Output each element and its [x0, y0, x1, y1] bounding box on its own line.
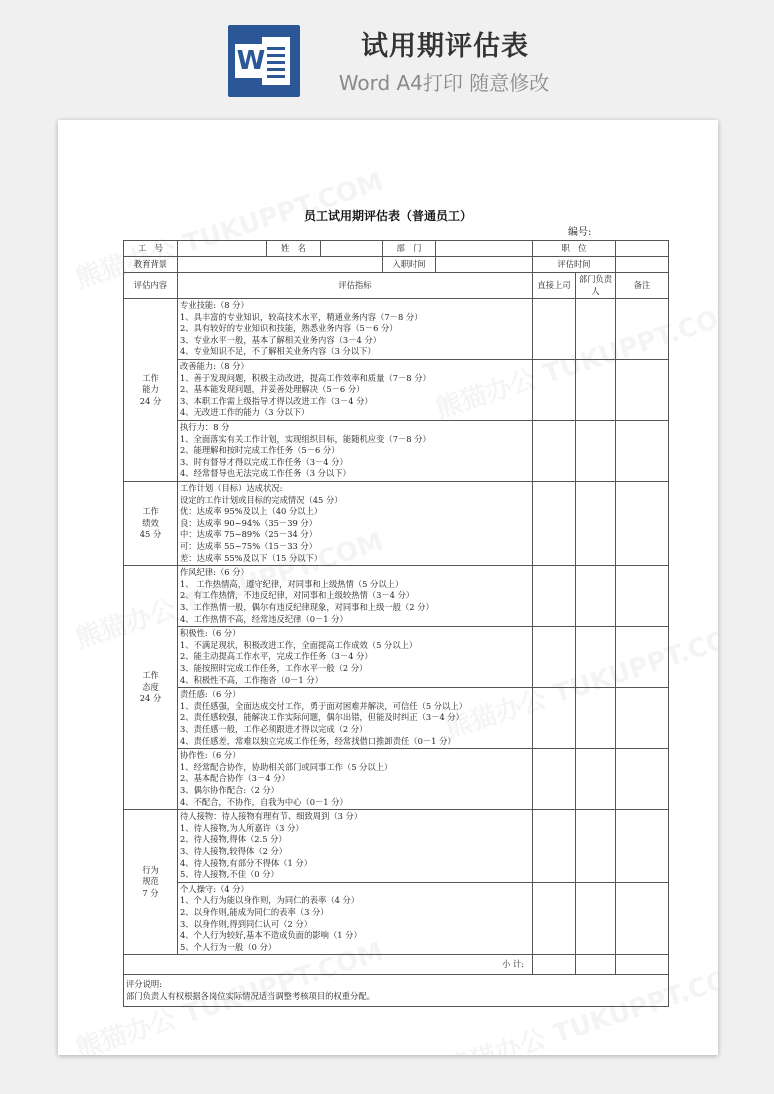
- remark-cell[interactable]: [616, 810, 669, 883]
- criteria-line: 执行力：8 分: [180, 422, 230, 433]
- evaluation-dimension: [124, 566, 178, 810]
- dept-head-score-cell[interactable]: [576, 810, 616, 883]
- criteria-line: 4、个人行为较好,基本不造成负面的影响（1 分）: [180, 930, 362, 941]
- criteria-line: 5、个人行为一般（0 分）: [180, 941, 277, 952]
- criteria-line: 4、无改进工作的能力（3 分以下）: [180, 407, 310, 418]
- name-field[interactable]: [321, 241, 383, 257]
- criteria-line: 协作性:（6 分）: [180, 750, 241, 761]
- criteria-line: 2、能理解和按时完成工作任务（5－6 分）: [180, 445, 340, 456]
- note-line: 部门负责人有权根据各岗位实际情况适当调整考核项目的权重分配。: [126, 990, 375, 1001]
- word-document-icon: [228, 25, 300, 97]
- evaluation-date-label: 评估时间: [533, 257, 616, 273]
- remark-header: 备注: [616, 273, 669, 299]
- criteria-line: 1、 工作热情高，遵守纪律，对同事和上级热情（5 分以上）: [180, 578, 404, 589]
- criteria-line: 4、专业知识不足，不了解相关业务内容（3 分以下）: [180, 346, 376, 357]
- criteria-row: [124, 688, 669, 749]
- word-letter: W: [236, 46, 266, 76]
- criteria-line: 2、能主动提高工作水平，完成工作任务（3－4 分）: [180, 651, 373, 662]
- criteria-row: [124, 299, 669, 360]
- remark-cell[interactable]: [616, 566, 669, 627]
- criteria-line: 2、具有较好的专业知识和技能，熟悉业务内容（5－6 分）: [180, 323, 398, 334]
- criteria-line: 1、责任感强，全面达成交付工作，勇于面对困难并解决，可信任（5 分以上）: [180, 700, 467, 711]
- criteria-text: [178, 749, 533, 810]
- dimension-text: 工作: [142, 506, 159, 517]
- subtotal-label: 小 计:: [124, 955, 533, 975]
- employee-id-label: 工 号: [124, 241, 178, 257]
- criteria-line: 4、经常督导也无法完成工作任务（3 分以下）: [180, 468, 351, 479]
- criteria-row: [124, 749, 669, 810]
- criteria-line: 3、待人接物,较得体（2 分）: [180, 845, 288, 856]
- document-title: 员工试用期评估表（普通员工）: [303, 209, 472, 223]
- criteria-text: [178, 688, 533, 749]
- remark-cell[interactable]: [616, 882, 669, 955]
- remark-cell[interactable]: [616, 688, 669, 749]
- criteria-line: 3、以身作则,得到同仁认可（2 分）: [180, 918, 312, 929]
- criteria-line: 可：达成率 55~75%（15－33 分）: [180, 540, 318, 551]
- notes-row: [124, 975, 669, 1007]
- criteria-line: 3、偶尔协作配合:（2 分）: [180, 784, 279, 795]
- criteria-line: 设定的工作计划或目标的完成情况（45 分）: [180, 494, 343, 505]
- criteria-line: 4、工作热情不高，经常违反纪律（0－1 分）: [180, 613, 348, 624]
- criteria-line: 待人接物：待人接物有理有节、细致周到（3 分）: [180, 811, 363, 822]
- remark-cell[interactable]: [616, 299, 669, 360]
- remark-cell[interactable]: [616, 749, 669, 810]
- supervisor-score-cell[interactable]: [533, 749, 576, 810]
- criteria-row: [124, 627, 669, 688]
- criteria-line: 良：达成率 90~94%（35－39 分）: [180, 517, 318, 528]
- criteria-line: 3、责任感一般，工作必须跟进才得以完成（2 分）: [180, 723, 368, 734]
- criteria-line: 4、积极性不高，工作拖沓（0－1 分）: [180, 674, 323, 685]
- supervisor-score-cell[interactable]: [533, 299, 576, 360]
- dimension-text: 7 分: [142, 888, 159, 899]
- criteria-line: 1、待人接物,为人所嘉许（3 分）: [180, 822, 304, 833]
- education-field[interactable]: [178, 257, 383, 273]
- supervisor-score-cell[interactable]: [533, 482, 576, 566]
- subtotal-supervisor-cell[interactable]: [533, 955, 576, 975]
- dimension-text: 行为: [142, 864, 159, 875]
- banner: [0, 0, 774, 112]
- name-label: 姓 名: [267, 241, 321, 257]
- dimension-text: 24 分: [139, 693, 162, 704]
- dept-head-score-cell[interactable]: [576, 882, 616, 955]
- criteria-line: 1、个人行为能以身作则，为同仁的表率（4 分）: [180, 895, 360, 906]
- position-label: 职 位: [533, 241, 616, 257]
- remark-cell[interactable]: [616, 482, 669, 566]
- dept-head-score-cell[interactable]: [576, 482, 616, 566]
- dept-head-score-cell[interactable]: [576, 421, 616, 482]
- supervisor-score-cell[interactable]: [533, 688, 576, 749]
- criteria-row: [124, 482, 669, 566]
- criteria-line: 3、专业水平一般，基本了解相关业务内容（3－4 分）: [180, 334, 382, 345]
- supervisor-score-cell[interactable]: [533, 627, 576, 688]
- hire-date-field[interactable]: [436, 257, 533, 273]
- criteria-line: 专业技能:（8 分）: [180, 300, 249, 311]
- evaluation-dimension: [124, 299, 178, 482]
- dept-head-score-cell[interactable]: [576, 749, 616, 810]
- evaluation-date-field[interactable]: [616, 257, 669, 273]
- dimension-text: 工作: [142, 670, 159, 681]
- criteria-line: 4、待人接物,有部分不得体（1 分）: [180, 857, 312, 868]
- criteria-line: 中：达成率 75~89%（25－34 分）: [180, 529, 318, 540]
- employee-id-field[interactable]: [178, 241, 267, 257]
- info-row-2: [124, 257, 669, 273]
- department-label: 部 门: [383, 241, 436, 257]
- criteria-line: 1、不满足现状，积极改进工作，全面提高工作成效（5 分以上）: [180, 639, 418, 650]
- criteria-line: 2、基本配合协作（3－4 分）: [180, 773, 290, 784]
- criteria-line: 2、待人接物,得体（2.5 分）: [180, 834, 287, 845]
- criteria-line: 5、待人接物,不佳（0 分）: [180, 869, 279, 880]
- criteria-row: [124, 810, 669, 883]
- criteria-line: 工作计划（目标）达成状况:: [180, 483, 283, 494]
- dept-head-score-cell[interactable]: [576, 360, 616, 421]
- criteria-line: 3、本职工作需上级指导才得以改进工作（3－4 分）: [180, 395, 373, 406]
- criteria-line: 2、有工作热情，不违反纪律，对同事和上级较热情（3－4 分）: [180, 590, 415, 601]
- supervisor-score-cell[interactable]: [533, 360, 576, 421]
- dept-head-score-cell[interactable]: [576, 688, 616, 749]
- dept-head-score-cell[interactable]: [576, 299, 616, 360]
- criteria-line: 改善能力:（8 分）: [180, 361, 249, 372]
- dimension-text: 规范: [142, 876, 159, 887]
- remark-cell[interactable]: [616, 360, 669, 421]
- criteria-line: 4、不配合，不协作，自我为中心（0－1 分）: [180, 796, 348, 807]
- criteria-line: 4、责任感差，常难以独立完成工作任务，经常找借口推卸责任（0－1 分）: [180, 735, 456, 746]
- dimension-text: 能力: [142, 384, 159, 395]
- criteria-line: 2、基本能发现问题，并妥善处理解决（5－6 分）: [180, 384, 365, 395]
- subtotal-row: [124, 955, 669, 975]
- scoring-notes: [124, 975, 669, 1007]
- criteria-line: 积极性:（6 分）: [180, 628, 241, 639]
- remark-cell[interactable]: [616, 421, 669, 482]
- evaluation-dimension: [124, 482, 178, 566]
- banner-title: 试用期评估表: [361, 31, 529, 62]
- supervisor-score-cell[interactable]: [533, 882, 576, 955]
- criteria-line: 差：达成率 55%及以下（15 分以下）: [180, 552, 323, 563]
- criteria-row: [124, 882, 669, 955]
- criteria-line: 作风纪律:（6 分）: [180, 567, 249, 578]
- supervisor-header: 直接上司: [533, 273, 576, 299]
- criteria-text: [178, 299, 533, 360]
- hire-date-label: 入职时间: [383, 257, 436, 273]
- subtotal-remark-cell[interactable]: [616, 955, 669, 975]
- criteria-line: 个人操守:（4 分）: [180, 883, 249, 894]
- criteria-line: 1、经常配合协作，协助相关部门或同事工作（5 分以上）: [180, 761, 393, 772]
- content-header: 评估内容: [124, 273, 178, 299]
- indicator-header: 评估指标: [178, 273, 533, 299]
- criteria-text: [178, 810, 533, 883]
- criteria-line: 3、时有督导才得以完成工作任务（3－4 分）: [180, 456, 348, 467]
- criteria-line: 1、善于发现问题，积极主动改进，提高工作效率和质量（7－8 分）: [180, 372, 431, 383]
- criteria-line: 优：达成率 95%及以上（40 分以上）: [180, 506, 323, 517]
- evaluation-form-table: [123, 240, 669, 1007]
- dept-head-score-cell[interactable]: [576, 627, 616, 688]
- criteria-text: [178, 566, 533, 627]
- criteria-line: 3、能按照时完成工作任务，工作水平一般（2 分）: [180, 662, 368, 673]
- dept-head-score-cell[interactable]: [576, 566, 616, 627]
- dimension-text: 工作: [142, 372, 159, 383]
- criteria-line: 3、工作热情一般，偶尔有违反纪律现象，对同事和上级一般（2 分）: [180, 601, 434, 612]
- column-header-row: [124, 273, 669, 299]
- dimension-text: 45 分: [139, 529, 162, 540]
- dimension-text: 态度: [142, 681, 159, 692]
- supervisor-score-cell[interactable]: [533, 566, 576, 627]
- criteria-line: 1、全面落实有关工作计划，实现组织目标，能随机应变（7－8 分）: [180, 433, 431, 444]
- supervisor-score-cell[interactable]: [533, 421, 576, 482]
- dept-head-header: 部门负责人: [576, 273, 616, 299]
- criteria-text: [178, 882, 533, 955]
- education-label: 教育背景: [124, 257, 178, 273]
- criteria-text: [178, 482, 533, 566]
- info-row-1: [124, 241, 669, 257]
- criteria-line: 2、责任感较强，能解决工作实际问题，偶尔出错，但能及时纠正（3－4 分）: [180, 712, 464, 723]
- supervisor-score-cell[interactable]: [533, 810, 576, 883]
- criteria-line: 2、以身作则,能成为同仁的表率（3 分）: [180, 906, 329, 917]
- criteria-row: [124, 421, 669, 482]
- criteria-row: [124, 360, 669, 421]
- document-number-label: 编号:: [568, 227, 592, 238]
- evaluation-dimension: [124, 810, 178, 955]
- remark-cell[interactable]: [616, 627, 669, 688]
- criteria-text: [178, 360, 533, 421]
- banner-subtitle: Word A4打印 随意修改: [338, 71, 550, 95]
- subtotal-dept-head-cell[interactable]: [576, 955, 616, 975]
- position-field[interactable]: [616, 241, 669, 257]
- dimension-text: 24 分: [139, 395, 162, 406]
- criteria-text: [178, 421, 533, 482]
- document-page: [58, 120, 718, 1055]
- criteria-line: 责任感:（6 分）: [180, 689, 241, 700]
- note-line: 评分说明:: [126, 979, 162, 990]
- criteria-row: [124, 566, 669, 627]
- criteria-line: 1、具丰富的专业知识，较高技术水平，精通业务内容（7－8 分）: [180, 311, 423, 322]
- department-field[interactable]: [436, 241, 533, 257]
- criteria-text: [178, 627, 533, 688]
- dimension-text: 绩效: [142, 517, 159, 528]
